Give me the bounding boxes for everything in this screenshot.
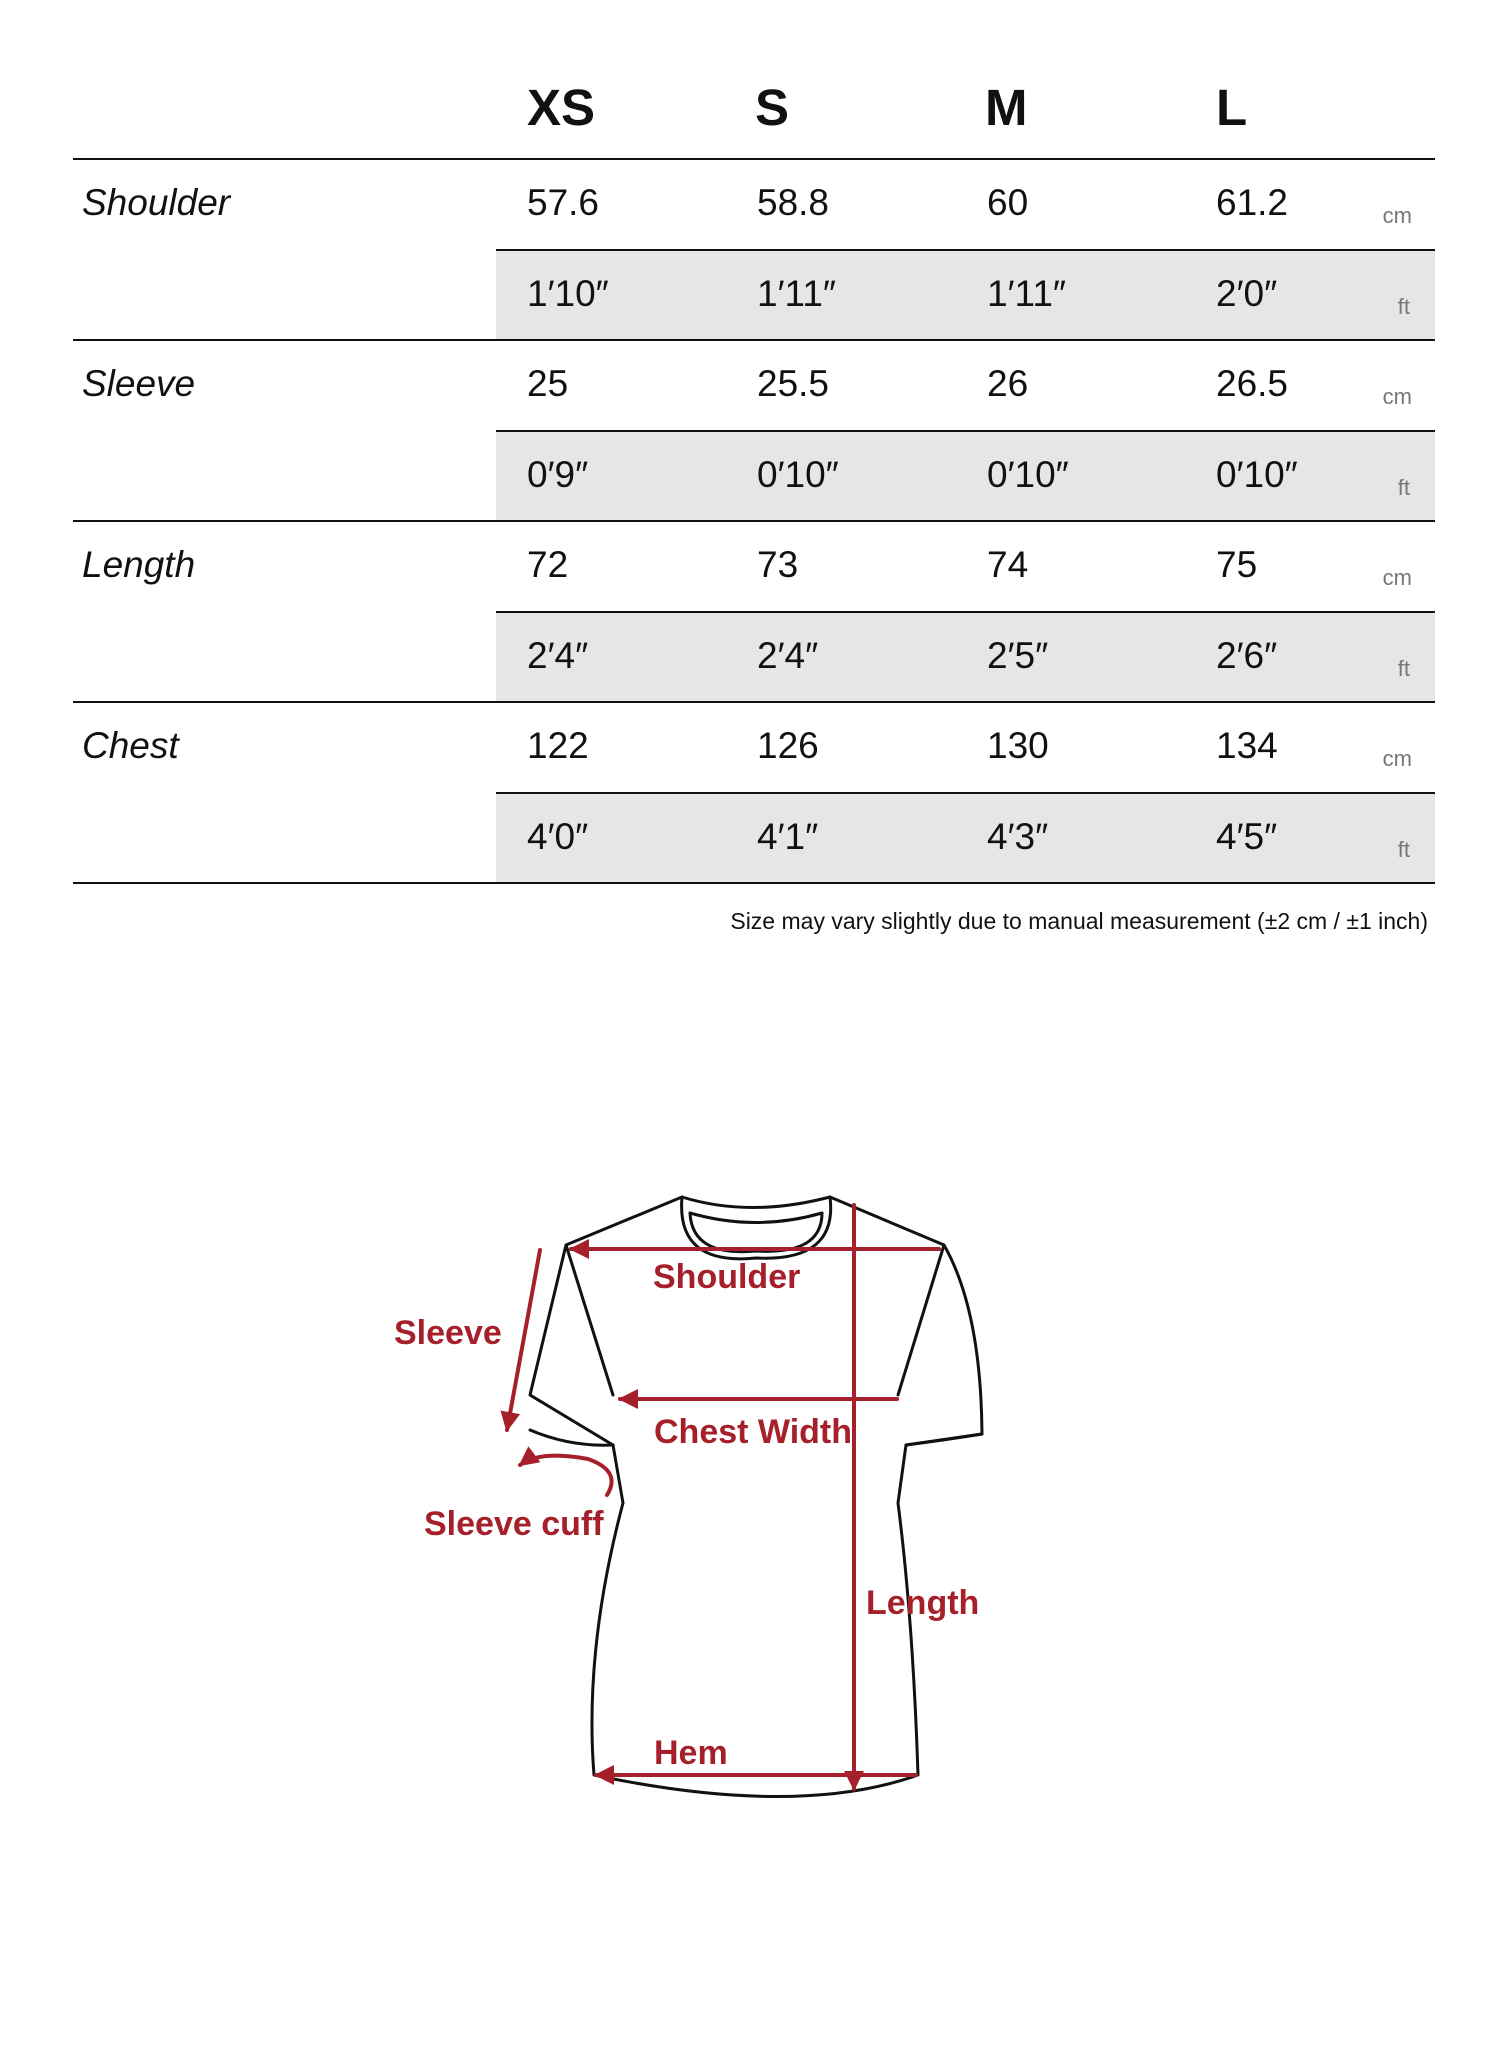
- unit-label-ft: ft: [1397, 656, 1410, 681]
- cell-sleeve-l-ft: 0′10″: [1216, 454, 1298, 495]
- row-subdivider: [496, 611, 1435, 613]
- cell-shoulder-m-ft: 1′11″: [987, 273, 1067, 314]
- table-divider: [73, 701, 1435, 703]
- unit-label-cm: cm: [1382, 565, 1412, 590]
- hem-label: Hem: [654, 1734, 728, 1772]
- cell-shoulder-xs-ft: 1′10″: [527, 273, 609, 314]
- shoulder-label: Shoulder: [653, 1258, 801, 1296]
- row-subdivider: [496, 430, 1435, 432]
- cell-length-l-cm: 75: [1216, 544, 1258, 585]
- cell-length-l-ft: 2′6″: [1216, 635, 1278, 676]
- cell-shoulder-m-cm: 60: [987, 182, 1029, 223]
- sleeve-cuff-arrow: [520, 1456, 612, 1495]
- cell-chest-xs-cm: 122: [527, 725, 589, 766]
- cell-length-m-ft: 2′5″: [987, 635, 1049, 676]
- cell-chest-m-cm: 130: [987, 725, 1049, 766]
- cell-sleeve-xs-ft: 0′9″: [527, 454, 589, 495]
- cell-length-xs-ft: 2′4″: [527, 635, 589, 676]
- left-sleeve-seam: [566, 1245, 613, 1395]
- cell-shoulder-l-ft: 2′0″: [1216, 273, 1278, 314]
- right-sleeve-seam: [898, 1245, 944, 1395]
- chest-width-label: Chest Width: [654, 1413, 853, 1451]
- size-header-xs: XS: [527, 79, 596, 136]
- collar-edge: [690, 1213, 822, 1223]
- row-label-sleeve: Sleeve: [82, 363, 196, 404]
- cell-chest-s-ft: 4′1″: [757, 816, 819, 857]
- cell-sleeve-s-cm: 25.5: [757, 363, 830, 404]
- size-header-s: S: [755, 79, 790, 136]
- unit-label-cm: cm: [1382, 384, 1412, 409]
- cell-shoulder-s-cm: 58.8: [757, 182, 830, 223]
- cell-chest-m-ft: 4′3″: [987, 816, 1049, 857]
- sleeve-label: Sleeve: [394, 1314, 502, 1352]
- table-divider: [73, 158, 1435, 160]
- tshirt-measurement-diagram: [0, 1000, 1500, 2072]
- cell-sleeve-xs-cm: 25: [527, 363, 569, 404]
- cell-chest-l-cm: 134: [1216, 725, 1278, 766]
- cell-shoulder-l-cm: 61.2: [1216, 182, 1289, 223]
- ft-row-background: [496, 794, 1435, 882]
- cell-length-m-cm: 74: [987, 544, 1029, 585]
- ft-row-background: [496, 251, 1435, 339]
- right-sleeve-hem: [906, 1434, 982, 1445]
- cell-sleeve-m-ft: 0′10″: [987, 454, 1069, 495]
- back-neckline: [682, 1197, 830, 1208]
- measurement-note: Size may vary slightly due to manual measurement (±2 cm / ±1 inch): [730, 908, 1428, 934]
- row-label-shoulder: Shoulder: [82, 182, 231, 223]
- ft-row-background: [496, 613, 1435, 701]
- table-divider: [73, 339, 1435, 341]
- sleeve-arrow: [507, 1250, 540, 1430]
- cell-chest-l-ft: 4′5″: [1216, 816, 1278, 857]
- cell-length-s-cm: 73: [757, 544, 799, 585]
- size-chart: [0, 0, 1500, 1000]
- unit-label-ft: ft: [1397, 294, 1410, 319]
- size-header-m: M: [985, 79, 1028, 136]
- sleeve-cuff-label: Sleeve cuff: [424, 1505, 604, 1543]
- cell-sleeve-m-cm: 26: [987, 363, 1029, 404]
- row-label-length: Length: [82, 544, 196, 585]
- unit-label-cm: cm: [1382, 203, 1412, 228]
- table-divider: [73, 882, 1435, 884]
- cell-sleeve-l-cm: 26.5: [1216, 363, 1289, 404]
- unit-label-cm: cm: [1382, 746, 1412, 771]
- unit-label-ft: ft: [1397, 475, 1410, 500]
- row-label-chest: Chest: [82, 725, 179, 766]
- cell-chest-xs-ft: 4′0″: [527, 816, 589, 857]
- cell-sleeve-s-ft: 0′10″: [757, 454, 839, 495]
- row-subdivider: [496, 249, 1435, 251]
- length-label: Length: [866, 1584, 980, 1622]
- row-subdivider: [496, 792, 1435, 794]
- size-header-l: L: [1216, 79, 1248, 136]
- cell-chest-s-cm: 126: [757, 725, 819, 766]
- unit-label-ft: ft: [1397, 837, 1410, 862]
- cell-shoulder-s-ft: 1′11″: [757, 273, 837, 314]
- cell-shoulder-xs-cm: 57.6: [527, 182, 600, 223]
- cell-length-xs-cm: 72: [527, 544, 569, 585]
- cell-length-s-ft: 2′4″: [757, 635, 819, 676]
- table-divider: [73, 520, 1435, 522]
